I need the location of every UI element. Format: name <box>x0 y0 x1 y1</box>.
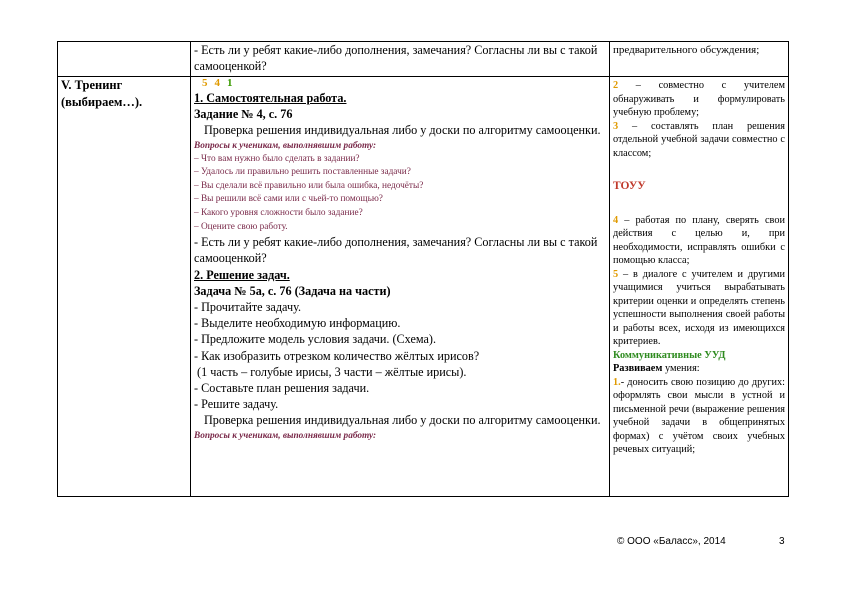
uud-text-5: – в диалоге с учителем и другими учащимися учиться вырабатывать критерии оценки и определять степень успешности выполнения своей работы и работы всех, исходя из имеющихся критериев. <box>613 268 785 347</box>
list-item: - Составьте план решения задачи. <box>194 381 370 395</box>
uud-item-2 <box>613 79 785 120</box>
lesson-table <box>57 41 789 497</box>
task1-ref: Задание № 4, с. 76 <box>194 107 293 122</box>
uud-item-5 <box>613 268 785 349</box>
activity-cell <box>191 42 610 77</box>
list-item: - Решите задачу. <box>194 397 279 412</box>
task1-title: 1. Самостоятельная работа. <box>194 91 347 105</box>
uud-item-4 <box>613 214 785 268</box>
level-5: 5 <box>202 77 208 89</box>
list-item: – Вы сделали всё правильно или была ошибка, недочёты? <box>194 180 424 191</box>
uud-num-3: 3 <box>613 120 619 132</box>
check1-text: Проверка решения индивидуальная либо у доски по алгоритму самооценки. <box>204 123 601 138</box>
list-item: (1 часть – голубые ирисы, 3 части – жёлтые ирисы). <box>194 364 467 379</box>
additions-question: - Есть ли у ребят какие-либо дополнения, замечания? Согласны ли вы с такой самооценкой? <box>194 235 598 266</box>
list-item: – Вы решили всё сами или с чьей-то помощью? <box>194 194 383 205</box>
additions-question: - Есть ли у ребят какие-либо дополнения, замечания? Согласны ли вы с такой самооценкой? <box>194 43 598 74</box>
questions-list <box>194 153 606 235</box>
table-row <box>58 77 789 497</box>
difficulty-levels <box>194 77 606 90</box>
stage-cell <box>58 77 191 497</box>
list-item: - Выделите необходимую информацию. <box>194 316 401 331</box>
list-item: – Какого уровня сложности было задание? <box>194 207 363 218</box>
page-number: 3 <box>779 536 785 547</box>
task2-ref: Задача № 5а, с. 76 (Задача на части) <box>194 283 391 298</box>
copyright-footer: © ООО «Баласс», 2014 <box>617 536 726 547</box>
uud-cell <box>610 42 789 77</box>
list-item: – Удалось ли правильно решить поставленные задачи? <box>194 167 411 178</box>
uud-text-3: – составлять план решения отдельной учебной задачи совместно с классом; <box>613 120 785 159</box>
develop-rest: умения: <box>662 363 700 374</box>
uud-text-4: – работая по плану, сверять свои действия с целью и, при необходимости, исправлять ошибки с помощью класса; <box>613 214 785 266</box>
level-1: 1 <box>227 77 233 89</box>
stage-title: V. Тренинг (выбираем…). <box>61 78 143 109</box>
questions-header: Вопросы к ученикам, выполнявшим работу: <box>194 140 377 151</box>
uud-text-2: – совместно с учителем обнаруживать и формулировать учебную проблему; <box>613 80 785 118</box>
stage-cell-empty <box>58 42 191 77</box>
list-item: – Что вам нужно было сделать в задании? <box>194 153 360 164</box>
list-item: – Оцените свою работу. <box>194 221 288 232</box>
questions-header-2: Вопросы к ученикам, выполнявшим работу: <box>194 430 377 441</box>
toyu-label: ТОУУ <box>613 180 646 192</box>
check2-text: Проверка решения индивидуальная либо у доски по алгоритму самооценки. <box>204 413 601 428</box>
task2-steps <box>194 299 606 412</box>
table-row <box>58 42 789 77</box>
task2-title: 2. Решение задач. <box>194 267 290 282</box>
develop-line <box>613 362 785 376</box>
communicative-title: Коммуникативные УУД <box>613 349 726 361</box>
uud-num-4: 4 <box>613 214 619 226</box>
list-item: - Как изобразить отрезком количество жёлтых ирисов? <box>194 348 480 363</box>
uud-text-1: - доносить свою позицию до других: оформлять свои мысли в устной и письменной речи (выражение решения учебной задачи в общепринятых формах) с учётом своих учебных речевых ситуаций; <box>613 376 785 455</box>
uud-num-1: 1. <box>613 376 621 388</box>
list-item: - Прочитайте задачу. <box>194 299 302 314</box>
level-4: 4 <box>214 77 220 89</box>
activity-cell <box>191 77 610 497</box>
develop-word: Развиваем <box>613 363 663 374</box>
uud-item-3 <box>613 120 785 161</box>
uud-num-5: 5 <box>613 268 619 280</box>
uud-num-2: 2 <box>613 80 619 91</box>
list-item: - Предложите модель условия задачи. (Схема). <box>194 332 437 347</box>
uud-cell <box>610 77 789 497</box>
uud-item-1 <box>613 376 785 457</box>
uud-continuation: предварительного обсуждения; <box>613 44 760 56</box>
